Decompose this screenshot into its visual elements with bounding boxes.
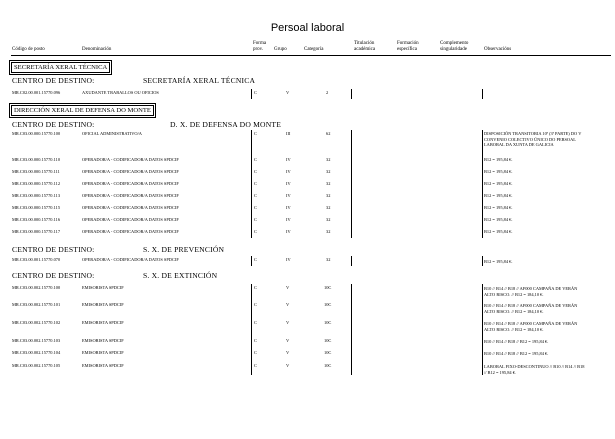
obs-line: // B12 = 195,84 €.: [484, 369, 516, 375]
row-code: MR.C03.00.000.15770.115: [12, 205, 61, 210]
row-grupo: V: [286, 338, 290, 343]
row-cat: 10C: [324, 320, 332, 325]
column-separator: [251, 130, 252, 238]
row-code: MR.C03.00.002.15770.102: [12, 320, 61, 325]
row-grupo: IV: [286, 257, 291, 262]
row-denom: OPERADOR/A - CODIFICADOR/A DATOS SPDCIF: [82, 181, 179, 186]
row-denom: OFICIAL ADMINISTRATIVO/A: [82, 131, 142, 136]
header-complemento: [440, 41, 468, 53]
section-heading: DIRECCIÓN XERAL DE DEFENSA DO MONTE: [11, 105, 154, 116]
row-forma: C: [254, 257, 257, 262]
row-cat: 10C: [324, 363, 332, 368]
obs-line: ALTO RISCO. // B12 = 184,10 €.: [484, 326, 544, 332]
header-formacion-line1: Formación: [397, 41, 419, 46]
row-forma: C: [254, 193, 257, 198]
row-cat: 62: [326, 131, 331, 136]
row-forma: C: [254, 157, 257, 162]
row-forma: C: [254, 229, 257, 234]
header-formacion: [397, 41, 419, 53]
header-categoria: Categoría: [304, 47, 324, 52]
centro-label: CENTRO DE DESTINO:: [12, 76, 95, 85]
row-cat: 10C: [324, 338, 332, 343]
centro-name: SECRETARÍA XERAL TÉCNICA: [143, 76, 256, 85]
header-titulacion: [354, 41, 375, 53]
row-grupo: V: [286, 363, 290, 368]
row-code: MR.C03.00.000.15770.112: [12, 181, 61, 186]
column-separator: [351, 256, 352, 266]
row-denom: EMISORISTA SPDCIF: [82, 320, 124, 325]
row-forma: C: [254, 90, 257, 95]
row-cat: 32: [326, 205, 331, 210]
row-obs: B12 = 195,84 €.: [484, 259, 513, 264]
row-cat: 32: [326, 257, 331, 262]
column-separator: [482, 256, 483, 266]
row-denom: OPERADOR/A - CODIFICADOR/A DATOS SPDCIF: [82, 169, 179, 174]
row-cat: 32: [326, 181, 331, 186]
centro-name: D. X. DE DEFENSA DO MONTE: [170, 120, 282, 129]
row-code: MR.C02.00.001.15770.096: [12, 90, 61, 95]
obs-line: B10 // B14 // B18 // AF000 CAMPAÑA DE VERÁN: [484, 321, 578, 326]
row-obs: [484, 303, 608, 314]
header-denominacion: Denominación: [82, 47, 112, 52]
row-grupo: IV: [286, 157, 291, 162]
row-denom: OPERADOR/A - CODIFICADOR/A DATOS SPDCIF: [82, 229, 179, 234]
row-code: MR.C03.00.000.15770.116: [12, 217, 61, 222]
centro-label: CENTRO DE DESTINO:: [12, 245, 95, 254]
centro-name: S. X. DE EXTINCIÓN: [143, 271, 218, 280]
header-titulacion-line2: académica: [354, 47, 376, 52]
header-forma-line1: Forma: [253, 41, 267, 46]
centro-label: CENTRO DE DESTINO:: [12, 120, 95, 129]
row-grupo: V: [286, 350, 290, 355]
header-titulacion-line1: Titulación: [354, 41, 375, 46]
row-cat: 32: [326, 217, 331, 222]
row-obs: [484, 364, 608, 375]
row-obs: B12 = 195,84 €.: [484, 229, 513, 234]
row-grupo: IV: [286, 205, 291, 210]
row-denom: EMISORISTA SPDCIF: [82, 302, 124, 307]
obs-line: ALTO RISCO. // B12 = 184,10 €.: [484, 308, 544, 314]
row-grupo: V: [286, 90, 290, 95]
header-complemento-line1: Complemento: [440, 41, 469, 46]
row-obs: B10 // B14 // B18 // B12 = 195,84 €.: [484, 351, 549, 356]
row-denom: EMISORISTA SPDCIF: [82, 338, 124, 343]
row-code: MR.C03.00.001.15770.070: [12, 257, 61, 262]
obs-line: DISPOSICIÓN TRANSITORIA 10ª (3ª PARTE) DO V: [484, 131, 582, 136]
row-forma: C: [254, 350, 257, 355]
column-separator: [351, 284, 352, 375]
row-grupo: IV: [286, 169, 291, 174]
column-separator: [482, 284, 483, 375]
row-obs: B12 = 195,84 €.: [484, 169, 513, 174]
row-code: MR.C03.00.002.15770.100: [12, 285, 61, 290]
row-forma: C: [254, 131, 257, 136]
row-denom: EMISORISTA SPDCIF: [82, 285, 124, 290]
row-forma: C: [254, 320, 257, 325]
row-grupo: IV: [286, 181, 291, 186]
header-complemento-line2: singularidade: [440, 47, 467, 52]
row-forma: C: [254, 169, 257, 174]
column-separator: [482, 89, 483, 99]
row-forma: C: [254, 181, 257, 186]
row-denom: OPERADOR/A - CODIFICADOR/A DATOS SPDCIF: [82, 217, 179, 222]
row-cat: 32: [326, 229, 331, 234]
row-cat: 10C: [324, 285, 332, 290]
row-code: MR.C03.00.002.15770.104: [12, 350, 61, 355]
row-grupo: V: [286, 285, 290, 290]
row-code: MR.C03.00.002.15770.103: [12, 338, 61, 343]
row-denom: EMISORISTA SPDCIF: [82, 363, 124, 368]
row-grupo: IV: [286, 217, 291, 222]
column-separator: [482, 130, 483, 238]
column-separator: [251, 256, 252, 266]
row-grupo: V: [286, 320, 290, 325]
row-obs: B12 = 195,84 €.: [484, 205, 513, 210]
row-code: MR.C03.00.002.15770.105: [12, 363, 61, 368]
row-denom: OPERADOR/A - CODIFICADOR/A DATOS SPDCIF: [82, 257, 179, 262]
header-formacion-line2: específica: [397, 47, 417, 52]
header-grupo: Grupo: [274, 47, 287, 52]
row-cat: 2: [326, 90, 329, 95]
obs-line: ALTO RISCO. // B12 = 184,10 €.: [484, 291, 544, 297]
page-title: Persoal laboral: [270, 22, 345, 34]
obs-line: LABORAL FIXO-DESCONTINUO // B10 // B14 // B18: [484, 364, 585, 369]
row-grupo: IV: [286, 229, 291, 234]
row-obs: [484, 131, 608, 148]
header-forma-line2: prov.: [253, 47, 264, 52]
row-obs: [484, 286, 608, 297]
column-separator: [251, 89, 252, 99]
row-denom: OPERADOR/A - CODIFICADOR/A DATOS SPDCIF: [82, 205, 179, 210]
column-separator: [251, 284, 252, 375]
row-obs: B12 = 195,84 €.: [484, 181, 513, 186]
obs-line: B10 // B14 // B18 // AF000 CAMPAÑA DE VERÁN: [484, 286, 578, 291]
obs-line: CONVENIO COLECTIVO ÚNICO DO PERSOAL: [484, 136, 576, 142]
row-code: MR.C03.00.002.15770.101: [12, 302, 61, 307]
row-denom: AXUDANTE TRABALLOS OU OFICIOS: [82, 90, 159, 95]
centro-name: S. X. DE PREVENCIÓN: [143, 245, 225, 254]
row-obs: B12 = 195,84 €.: [484, 157, 513, 162]
row-grupo: IV: [286, 193, 291, 198]
row-forma: C: [254, 302, 257, 307]
row-forma: C: [254, 285, 257, 290]
row-cat: 10C: [324, 350, 332, 355]
row-obs: B12 = 195,84 €.: [484, 217, 513, 222]
obs-line: LABORAL DA XUNTA DE GALICIA: [484, 142, 554, 147]
obs-line: B10 // B14 // B18 // AF000 CAMPAÑA DE VERÁN: [484, 303, 578, 308]
row-code: MR.C03.00.000.15770.110: [12, 157, 61, 162]
row-cat: 10C: [324, 302, 332, 307]
header-rule: [11, 55, 611, 56]
header-observacions: Observacións: [484, 47, 512, 52]
row-obs: B12 = 195,84 €.: [484, 193, 513, 198]
row-obs: [484, 321, 608, 332]
row-grupo: V: [286, 302, 290, 307]
header-codigo: Código de posto: [12, 47, 45, 52]
row-code: MR.C03.00.000.15770.113: [12, 193, 61, 198]
row-denom: OPERADOR/A - CODIFICADOR/A DATOS SPDCIF: [82, 193, 179, 198]
row-forma: C: [254, 363, 257, 368]
row-code: MR.C03.00.000.15770.117: [12, 229, 61, 234]
column-separator: [351, 130, 352, 238]
row-grupo: III: [286, 131, 291, 136]
row-cat: 32: [326, 169, 331, 174]
column-separator: [351, 89, 352, 99]
section-heading: SECRETARÍA XERAL TÉCNICA: [11, 62, 110, 73]
row-denom: EMISORISTA SPDCIF: [82, 350, 124, 355]
row-forma: C: [254, 217, 257, 222]
row-cat: 32: [326, 193, 331, 198]
row-code: MR.C03.00.000.15770.111: [12, 169, 60, 174]
row-cat: 32: [326, 157, 331, 162]
row-code: MR.C03.00.000.15770.100: [12, 131, 61, 136]
row-forma: C: [254, 205, 257, 210]
header-forma-prov: [253, 41, 266, 53]
centro-label: CENTRO DE DESTINO:: [12, 271, 95, 280]
row-obs: B10 // B14 // B18 // B12 = 195,84 €.: [484, 339, 549, 344]
row-denom: OPERADOR/A - CODIFICADOR/A DATOS SPDCIF: [82, 157, 179, 162]
row-forma: C: [254, 338, 257, 343]
